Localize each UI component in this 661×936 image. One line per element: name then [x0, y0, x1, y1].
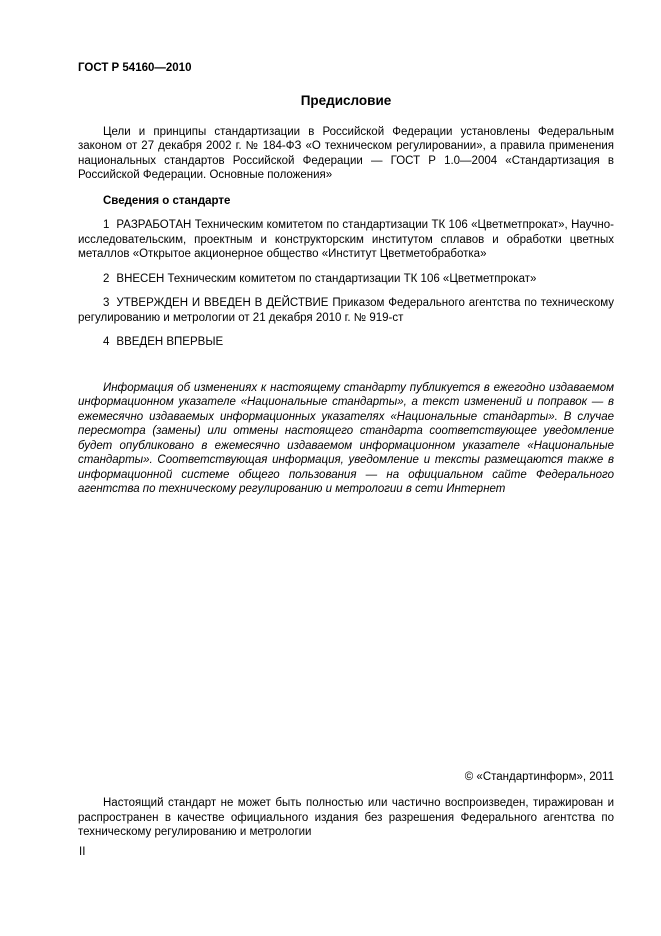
- item-number: 3: [103, 297, 110, 309]
- item-number: 4: [103, 336, 110, 348]
- page-content: [78, 61, 614, 497]
- standard-info-heading: Сведения о стандарте: [103, 194, 231, 207]
- copyright-notice: © «Стандартинформ», 2011: [464, 771, 614, 783]
- item-number: 1: [103, 219, 110, 231]
- standard-info-item-3: [78, 296, 614, 325]
- item-text: ВНЕСЕН Техническим комитетом по стандартизации ТК 106 «Цветметпрокат»: [116, 272, 537, 285]
- intro-paragraph: Цели и принципы стандартизации в Российской Федерации установлены Федеральным законом от 27 декабря 2002 г. № 184-ФЗ «О техническом регулировании», а правила применения национальных стандартов Российской Федерации — ГОСТ Р 1.0—2004 «Стандартизация в Российской Федерации. Основные положения»: [78, 125, 614, 181]
- item-text: УТВЕРЖДЕН И ВВЕДЕН В ДЕЙСТВИЕ Приказом Федерального агентства по техническому регулированию и метрологии от 21 декабря 2010 г. № 919-ст: [78, 297, 614, 324]
- page-number: II: [79, 846, 86, 858]
- running-head: ГОСТ Р 54160—2010: [78, 62, 192, 74]
- standard-info-item-1: [78, 218, 614, 262]
- page-title: Предисловие: [300, 92, 392, 108]
- item-number: 2: [103, 272, 110, 285]
- standard-info-item-2: [78, 272, 614, 287]
- item-text: ВВЕДЕН ВПЕРВЫЕ: [116, 336, 224, 348]
- standard-info-item-4: [78, 335, 614, 350]
- item-text: РАЗРАБОТАН Техническим комитетом по стандартизации ТК 106 «Цветметпрокат», Научно-исследовательским, проектным и конструкторским институтом сплавов и обработки цветных металлов «Открытое акционерное общество «Институт Цветметобработка»: [78, 219, 614, 260]
- reproduction-notice: Настоящий стандарт не может быть полностью или частично воспроизведен, тиражирован и распространен в качестве официального издания без разрешения Федерального агентства по техническому регулированию и метрологии: [78, 797, 614, 838]
- amendments-note: Информация об изменениях к настоящему стандарту публикуется в ежегодно издаваемом информационном указателе «Национальные стандарты», а текст изменений и поправок — в ежемесячно издаваемых информационных указателях «Национальные стандарты». В случае пересмотра (замены) или отмены настоящего стандарта соответствующее уведомление будет опубликовано в ежемесячно издаваемом информационном указателе «Национальные стандарты». Соответствующая информация, уведомление и тексты размещаются также в информационной системе общего пользования — на официальном сайте Федерального агентства по техническому регулированию и метрологии в сети Интернет: [78, 381, 614, 495]
